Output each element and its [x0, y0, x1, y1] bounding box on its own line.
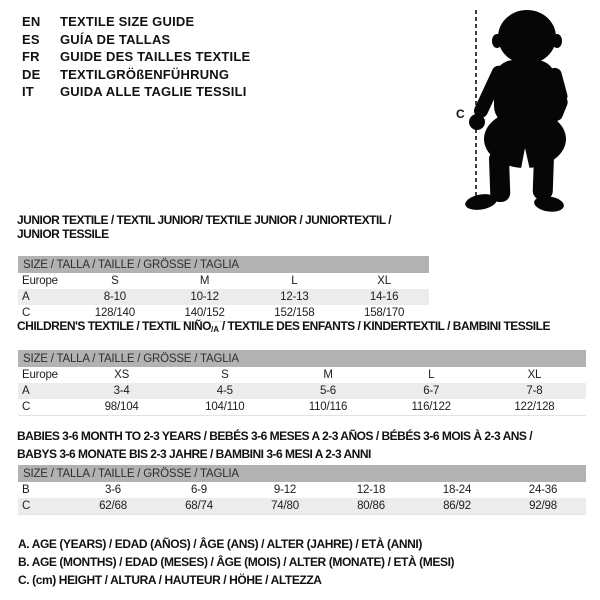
- leg-left: [489, 150, 511, 203]
- hand-left: [469, 114, 485, 130]
- table-cell: 152/158: [274, 307, 315, 319]
- table-cell: 92/98: [529, 500, 557, 512]
- table-cell: 3-4: [113, 385, 130, 397]
- language-guide-title: TEXTILE SIZE GUIDE: [60, 14, 195, 29]
- legend-line: A. AGE (YEARS) / EDAD (AÑOS) / ÂGE (ANS) / ALTER (JAHRE) / ETÀ (ANNI): [18, 537, 422, 551]
- table-title: [17, 213, 429, 241]
- table-title-line: [17, 445, 586, 463]
- table-cell: S: [111, 275, 119, 287]
- language-row: [22, 48, 250, 66]
- table-cell: 8-10: [103, 291, 126, 303]
- table-cell: 12-18: [356, 484, 386, 496]
- table-cell: L: [428, 369, 435, 381]
- size-header-bar: SIZE / TALLA / TAILLE / GRÖSSE / TAGLIA: [18, 350, 586, 367]
- table-title-segment: JUNIOR TEXTILE / TEXTIL JUNIOR/ TEXTILE JUNIOR / JUNIORTEXTIL / JUNIOR TESSILE: [17, 213, 392, 241]
- table-cell: M: [199, 275, 210, 287]
- table-row: [18, 399, 586, 415]
- row-label: C: [22, 500, 31, 512]
- table-rows: [18, 482, 586, 515]
- table-title: [17, 427, 586, 463]
- language-row: [22, 66, 250, 84]
- table-title-segment: BABYS 3-6 MONATE BIS 2-3 JAHRE / BAMBINI 3-6 MESI A 2-3 ANNI: [17, 447, 371, 461]
- table-rows: [18, 367, 586, 416]
- table-cell: M: [323, 369, 333, 381]
- table-cell: 14-16: [369, 291, 399, 303]
- language-guide-title: GUÍA DE TALLAS: [60, 31, 171, 47]
- babies-textile-table: [18, 427, 586, 515]
- legend-block: [18, 535, 454, 590]
- language-guide-title: GUIDE DES TAILLES TEXTILE: [60, 49, 251, 65]
- table-cell: 128/140: [94, 307, 135, 319]
- table-cell: 7-8: [526, 385, 543, 397]
- table-cell: 158/170: [364, 307, 405, 319]
- row-label: C: [22, 307, 31, 319]
- table-row: [18, 383, 586, 399]
- legend-line: C. (cm) HEIGHT / ALTURA / HAUTEUR / HÖHE / ALTEZZA: [18, 573, 322, 588]
- table-title-line: [17, 319, 586, 337]
- table-cell: 5-6: [319, 385, 337, 397]
- table-cell: 9-12: [273, 484, 297, 496]
- language-row: [22, 31, 250, 49]
- table-cell: 86/92: [443, 500, 471, 512]
- table-cell: 110/116: [308, 401, 348, 413]
- table-title-segment: / TEXTILE DES ENFANTS / KINDERTEXTIL / BAMBINI TESSILE: [218, 319, 550, 333]
- language-guide-title: GUIDA ALLE TAGLIE TESSILI: [60, 84, 247, 100]
- table-cell: 80/86: [357, 500, 385, 512]
- table-row: [18, 273, 429, 289]
- row-label: C: [22, 401, 31, 413]
- childrens-textile-table: [18, 319, 586, 416]
- table-title-line: [17, 427, 586, 445]
- junior-textile-table: [18, 213, 429, 322]
- row-label: A: [22, 385, 30, 397]
- table-cell: 4-5: [216, 385, 233, 397]
- table-cell: 68/74: [185, 500, 213, 512]
- table-cell: S: [221, 369, 229, 381]
- size-header-bar: SIZE / TALLA / TAILLE / GRÖSSE / TAGLIA: [18, 465, 586, 482]
- language-code: DE: [22, 66, 41, 82]
- table-cell: XS: [114, 369, 130, 381]
- table-title-segment: BABIES 3-6 MONTH TO 2-3 YEARS / BEBÉS 3-6 MESES A 2-3 AÑOS / BÉBÉS 3-6 MOIS À 2-3 ANS /: [17, 429, 533, 443]
- table-cell: 116/122: [411, 401, 451, 413]
- table-title-segment: CHILDREN'S TEXTILE / TEXTIL NIÑO: [17, 319, 211, 333]
- table-title-line: [17, 213, 429, 241]
- language-code: FR: [22, 49, 40, 65]
- table-row: [18, 482, 586, 498]
- language-row: [22, 13, 250, 31]
- table-title: [17, 319, 586, 337]
- measurement-figure: [450, 5, 598, 217]
- table-cell: 3-6: [104, 484, 122, 496]
- row-label: Europe: [22, 275, 58, 287]
- row-label: Europe: [22, 369, 58, 381]
- table-cell: 104/110: [205, 401, 245, 413]
- table-row: [18, 289, 429, 305]
- table-cell: 10-12: [190, 291, 219, 303]
- table-cell: 62/68: [99, 500, 127, 512]
- table-cell: 98/104: [104, 401, 139, 413]
- size-header-bar: SIZE / TALLA / TAILLE / GRÖSSE / TAGLIA: [18, 256, 429, 273]
- language-row: [22, 83, 250, 101]
- table-row: [18, 498, 586, 514]
- language-code: ES: [22, 31, 40, 47]
- row-label: B: [22, 484, 30, 496]
- leg-right: [532, 148, 554, 201]
- row-label: A: [22, 291, 30, 303]
- table-cell: 6-7: [423, 385, 440, 397]
- table-row: [18, 367, 586, 383]
- measure-label-c: C: [456, 107, 465, 121]
- toddler-silhouette-shapes: [464, 10, 570, 214]
- table-cell: 18-24: [442, 484, 472, 496]
- table-cell: 6-9: [190, 484, 208, 496]
- table-cell: 122/128: [514, 401, 555, 413]
- table-cell: 12-13: [280, 291, 309, 303]
- language-code: IT: [22, 84, 34, 100]
- table-cell: XL: [527, 369, 542, 381]
- table-cell: 74/80: [271, 500, 299, 512]
- language-guide-title: TEXTILGRÖßENFÜHRUNG: [60, 66, 230, 82]
- table-cell: L: [291, 275, 298, 287]
- language-title-list: [22, 13, 250, 101]
- table-cell: 140/152: [184, 307, 225, 319]
- toddler-silhouette-icon: [463, 8, 573, 216]
- language-code: EN: [22, 14, 41, 29]
- table-cell: XL: [377, 275, 391, 287]
- table-rows: [18, 273, 429, 322]
- table-title-segment: /A: [210, 325, 219, 334]
- legend-line: B. AGE (MONTHS) / EDAD (MESES) / ÂGE (MOIS) / ALTER (MONATE) / ETÀ (MESI): [18, 555, 455, 570]
- table-cell: 24-36: [528, 484, 558, 496]
